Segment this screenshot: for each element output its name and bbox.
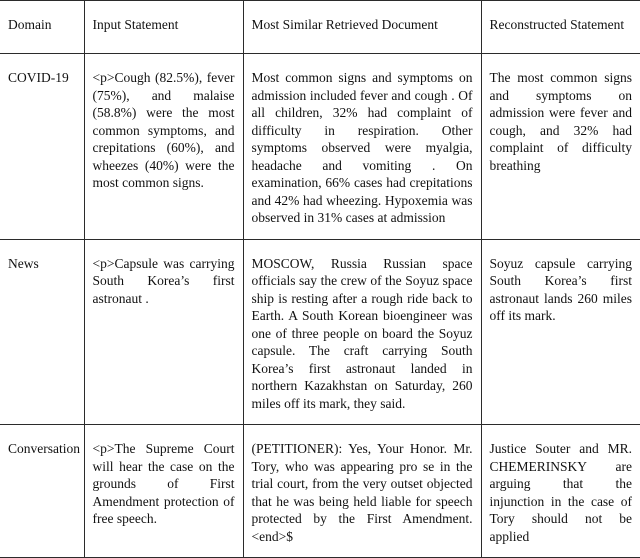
column-header-reconstructed-statement: Reconstructed Statement	[481, 1, 640, 54]
table-row-covid19	[0, 54, 640, 240]
domain-cell: COVID-19	[0, 54, 84, 240]
reconstructed-statement-cell: Soyuz capsule carrying South Korea’s first astronaut lands 260 miles off its mark.	[481, 239, 640, 425]
column-header-input-statement: Input Statement	[84, 1, 243, 54]
table-row-news	[0, 239, 640, 425]
retrieved-document-cell: (PETITIONER): Yes, Your Honor. Mr. Tory, who was appearing pro se in the trial court, from the very outset objected that he was being held liable for speech protected by the First Amendment. <end>$	[243, 425, 481, 558]
reconstructed-statement-cell: Justice Souter and MR. CHEMERINSKY are arguing that the injunction in the case of Tory should not be applied	[489, 441, 632, 544]
input-statement-cell: <p>Capsule was carrying South Korea’s first astronaut .	[84, 239, 243, 425]
header-row	[0, 1, 640, 54]
column-header-domain: Domain	[0, 1, 84, 54]
reconstructed-statement-cell: The most common signs and symptoms on admission were fever and cough, and 32% had complaint of difficulty breathing	[481, 54, 640, 240]
input-statement-cell: <p>The Supreme Court will hear the case on the grounds of First Amendment protection of free speech.	[84, 425, 243, 558]
retrieved-document-cell: Most common signs and symptoms on admission included fever and cough . Of all children, 32% had complaint of difficulty in respiration. Other symptoms observed were myalgia, headache and vomiting . On examination, 66% cases had crepitations and 42% had wheezing. Hypoxemia was observed in 31% cases at admission	[243, 54, 481, 240]
table-row-conversation	[0, 425, 640, 558]
retrieved-document-cell: MOSCOW, Russia Russian space officials say the crew of the Soyuz space ship is resting after a rough ride back to Earth. A South Korean bioengineer was one of three people on board the Soyuz capsule. The craft carrying South Korea’s first astronaut landed in northern Kazakhstan on Saturday, 260 miles off its mark, they said.	[243, 239, 481, 425]
domain-cell: News	[0, 239, 84, 425]
input-statement-cell: <p>Cough (82.5%), fever (75%), and malaise (58.8%) were the most common symptoms, and crepitations (60%), and wheezes (40%) were the most common signs.	[84, 54, 243, 240]
column-header-retrieved-document: Most Similar Retrieved Document	[243, 1, 481, 54]
domain-cell: Conversation	[0, 425, 84, 558]
